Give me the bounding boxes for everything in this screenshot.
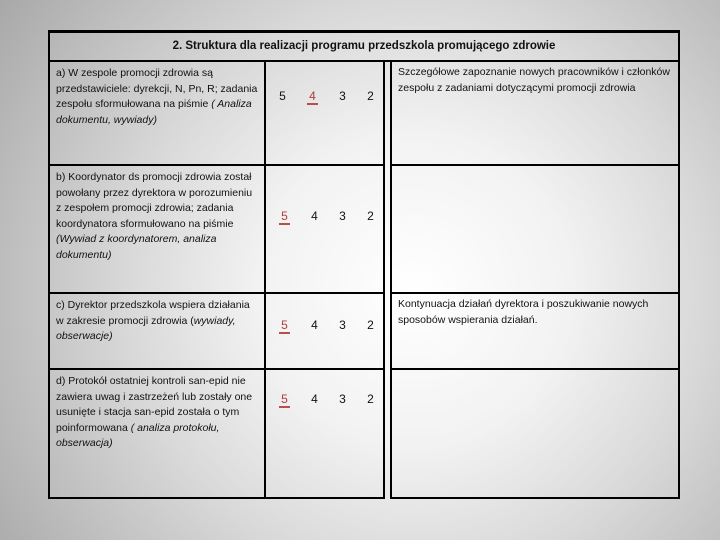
rating-cell-b bbox=[264, 164, 385, 294]
rating-value: 4 bbox=[311, 392, 318, 406]
rating-scale bbox=[266, 294, 383, 334]
criterion-cell-c bbox=[48, 292, 266, 370]
criterion-text: c) Dyrektor przedszkola wspiera działania w zakresie promocji zdrowia ( bbox=[56, 299, 250, 327]
rating-value: 4 bbox=[311, 318, 318, 332]
rating-value: 2 bbox=[367, 318, 374, 332]
rating-value: 3 bbox=[339, 392, 346, 406]
rating-scale bbox=[266, 166, 383, 225]
comment-text: Szczegółowe zapoznanie nowych pracowników i członków zespołu z zadaniami dotyczącymi promocji zdrowia bbox=[398, 66, 670, 94]
rating-value: 3 bbox=[339, 209, 346, 223]
criterion-cell-a bbox=[48, 60, 266, 166]
criterion-cell-d bbox=[48, 368, 266, 499]
criterion-text: a) W zespole promocji zdrowia są przedstawiciele: dyrekcji, N, Pn, R; zadania zespołu sformułowana na piśmie bbox=[56, 67, 258, 110]
rating-value: 2 bbox=[367, 392, 374, 406]
rating-scale bbox=[266, 62, 383, 105]
criterion-note: wywiady, obserwacje) bbox=[56, 314, 236, 342]
rating-value: 5 bbox=[279, 209, 290, 225]
criterion-text: d) Protokół ostatniej kontroli san-epid nie zawiera uwag i zastrzeżeń lub zostały one usunięte i stacja san-epid została o tym poinformowana bbox=[56, 375, 253, 434]
rating-value: 4 bbox=[311, 209, 318, 223]
rating-scale bbox=[266, 370, 383, 408]
criterion-note: (Wywiad z koordynatorem, analiza dokumentu) bbox=[56, 233, 217, 261]
comment-cell-d bbox=[390, 368, 680, 499]
criterion-note: ( analiza protokołu, obserwacja) bbox=[56, 421, 220, 449]
rating-value: 5 bbox=[279, 392, 290, 408]
rating-cell-c bbox=[264, 292, 385, 370]
comment-cell-a bbox=[390, 60, 680, 166]
rating-value: 4 bbox=[307, 89, 318, 105]
slide-title: 2. Struktura dla realizacji programu przedszkola promującego zdrowie bbox=[172, 40, 556, 52]
criterion-cell-b bbox=[48, 164, 266, 294]
rating-value: 2 bbox=[367, 89, 374, 103]
rating-value: 3 bbox=[339, 89, 346, 103]
rating-value: 5 bbox=[279, 89, 286, 103]
rating-cell-a bbox=[264, 60, 385, 166]
table-title-cell bbox=[48, 30, 680, 62]
rating-value: 2 bbox=[367, 209, 374, 223]
comment-text: Kontynuacja działań dyrektora i poszukiwanie nowych sposobów wspierania działań. bbox=[398, 298, 649, 326]
criterion-note: ( Analiza dokumentu, wywiady) bbox=[56, 98, 252, 126]
comment-cell-c bbox=[390, 292, 680, 370]
comment-cell-b bbox=[390, 164, 680, 294]
rating-cell-d bbox=[264, 368, 385, 499]
criterion-text: b) Koordynator ds promocji zdrowia został powołany przez dyrektora w porozumieniu z zespołem promocji zdrowia; zadania koordynatora sformułowano na piśmie bbox=[56, 171, 253, 230]
rating-value: 5 bbox=[279, 318, 290, 334]
rating-value: 3 bbox=[339, 318, 346, 332]
